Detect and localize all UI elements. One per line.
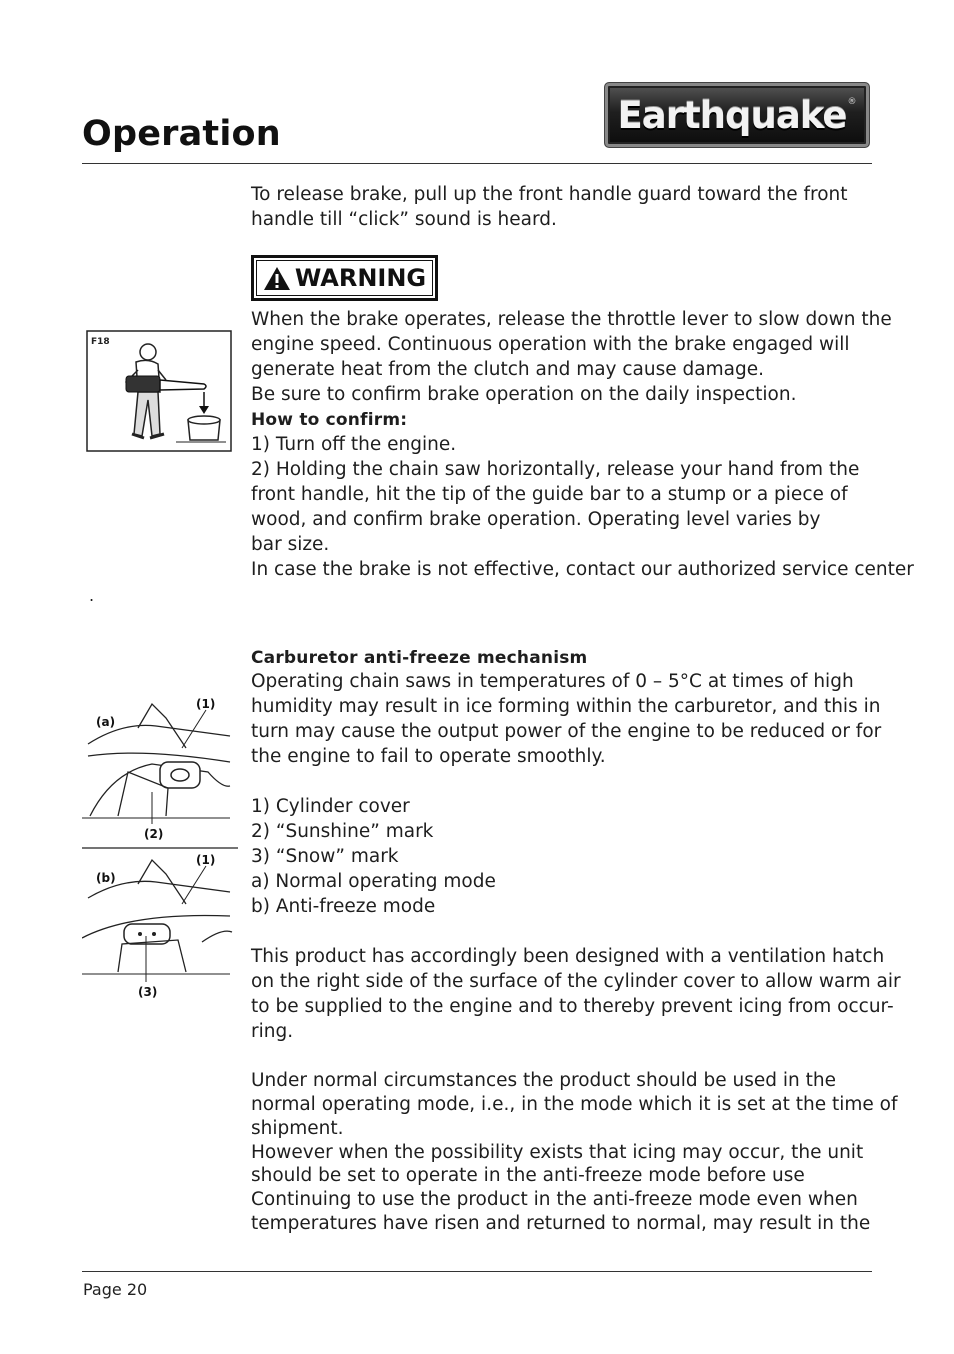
figure-f18-brake-test — [86, 330, 232, 452]
usage-line-4: However when the possibility exists that icing may occur, the unit — [251, 1142, 864, 1163]
brake-release-line-1: To release brake, pull up the front handle guard toward the front — [251, 184, 848, 205]
how-to-step-1: 1) Turn off the engine. — [251, 434, 457, 455]
usage-line-5: should be set to operate in the anti-freeze mode before use — [251, 1165, 805, 1186]
usage-line-2: normal operating mode, i.e., in the mode which it is set at the time of — [251, 1094, 898, 1115]
figure-a-callout-1: (1) — [196, 697, 216, 711]
header-divider — [82, 163, 872, 164]
brake-release-line-2: handle till “click” sound is heard. — [251, 209, 557, 230]
carburetor-heading: Carburetor anti-freeze mechanism — [251, 648, 588, 668]
carburetor-intro-line-3: turn may cause the output power of the engine to be reduced or for — [251, 721, 882, 742]
carburetor-intro-line-2: humidity may result in ice forming within the carburetor, and this in — [251, 696, 881, 717]
figure-label-b: (b) — [96, 871, 116, 885]
brake-check-line-2: engine speed. Continuous operation with the brake engaged will — [251, 334, 850, 355]
logo-text: Earthquake — [617, 93, 847, 137]
warning-box — [251, 255, 438, 301]
carburetor-intro-line-1: Operating chain saws in temperatures of 0 – 5°C at times of high — [251, 671, 854, 692]
figure-b-callout-1: (1) — [196, 853, 216, 867]
how-to-step-2-line-3: wood, and confirm brake operation. Operating level varies by — [251, 509, 821, 530]
page-title: Operation — [82, 114, 281, 154]
legend-item-b: b) Anti-freeze mode — [251, 896, 436, 917]
page-number: Page 20 — [83, 1280, 148, 1299]
legend-item-3: 3) “Snow” mark — [251, 846, 399, 867]
warning-label: WARNING — [294, 264, 427, 292]
earthquake-logo — [604, 82, 870, 148]
logo-registered-mark: ® — [847, 97, 857, 107]
footer-divider — [82, 1271, 872, 1272]
design-line-2: on the right side of the surface of the cylinder cover to allow warm air — [251, 971, 901, 992]
design-line-1: This product has accordingly been designed with a ventilation hatch — [251, 946, 885, 967]
design-line-3: to be supplied to the engine and to thereby prevent icing from occur- — [251, 996, 894, 1017]
figure-carburetor-modes — [82, 692, 238, 1002]
figure-a-callout-2: (2) — [144, 827, 164, 841]
brake-service-note: In case the brake is not effective, contact our authorized service center — [251, 559, 914, 580]
figure-b-callout-3: (3) — [138, 985, 158, 999]
how-to-step-2-line-4: bar size. — [251, 534, 330, 555]
legend-item-1: 1) Cylinder cover — [251, 796, 410, 817]
how-to-step-2-line-1: 2) Holding the chain saw horizontally, release your hand from the — [251, 459, 860, 480]
design-line-4: ring. — [251, 1021, 294, 1042]
figure-label-a: (a) — [96, 715, 116, 729]
stray-mark: . — [89, 586, 95, 605]
figure-f18-label: F18 — [91, 337, 110, 347]
usage-line-1: Under normal circumstances the product should be used in the — [251, 1070, 836, 1091]
carburetor-intro-line-4: the engine to fail to operate smoothly. — [251, 746, 606, 767]
legend-item-a: a) Normal operating mode — [251, 871, 496, 892]
warning-triangle-icon — [263, 266, 291, 291]
legend-item-2: 2) “Sunshine” mark — [251, 821, 434, 842]
how-to-step-2-line-2: front handle, hit the tip of the guide bar to a stump or a piece of — [251, 484, 848, 505]
brake-check-line-4: Be sure to confirm brake operation on the daily inspection. — [251, 384, 797, 405]
usage-line-7: temperatures have risen and returned to normal, may result in the — [251, 1213, 871, 1234]
brake-check-line-1: When the brake operates, release the throttle lever to slow down the — [251, 309, 892, 330]
how-to-confirm-heading: How to confirm: — [251, 410, 408, 430]
usage-line-3: shipment. — [251, 1118, 344, 1139]
brake-check-line-3: generate heat from the clutch and may cause damage. — [251, 359, 764, 380]
usage-line-6: Continuing to use the product in the anti-freeze mode even when — [251, 1189, 858, 1210]
